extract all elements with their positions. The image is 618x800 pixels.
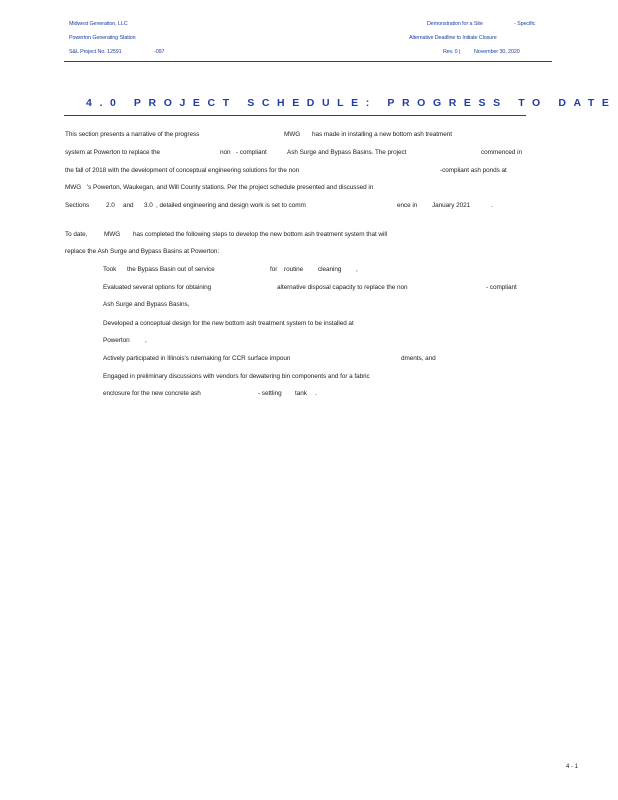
p1-line4-b: 's Powerton, Waukegan, and Will County stations. Per the project schedule presented and discussed in bbox=[87, 184, 374, 191]
p1-line2-c: - compliant bbox=[236, 149, 267, 156]
bullet2-a: Evaluated several options for obtaining bbox=[103, 284, 212, 291]
bullet4-a: Actively participated in Illinois's rulemaking for CCR surface impoun bbox=[103, 355, 291, 362]
header-project-no: S&L Project No. 12591 bbox=[69, 49, 122, 55]
header-doc-title-suffix: - Specific bbox=[514, 21, 536, 27]
bullet5-d: tank bbox=[295, 390, 307, 397]
header-company: Midwest Generation, LLC bbox=[69, 21, 128, 27]
p1-line5-c: and bbox=[123, 202, 134, 209]
p1-line2-e: commenced in bbox=[481, 149, 522, 156]
p1-line4-a: MWG bbox=[65, 184, 82, 191]
p1-line5-f: ence in bbox=[397, 202, 418, 209]
bullet1-e: cleaning bbox=[318, 266, 342, 273]
p2-line2: replace the Ash Surge and Bypass Basins at Powerton: bbox=[65, 248, 220, 255]
p1-line2-b: non bbox=[220, 149, 231, 156]
bullet2-b: alternative disposal capacity to replace the non bbox=[277, 284, 408, 291]
header-date: November 30, 2020 bbox=[474, 49, 520, 55]
section-title: 4.0 PROJECT SCHEDULE: PROGRESS TO DATE bbox=[86, 97, 617, 109]
bullet2-c: - compliant bbox=[486, 284, 517, 291]
bullet3-c: , bbox=[145, 337, 147, 344]
section-title-rule bbox=[64, 115, 526, 116]
p2-line1-a: To date, bbox=[65, 231, 88, 238]
p2-line1-c: has completed the following steps to develop the new bottom ash treatment system that will bbox=[133, 231, 388, 238]
header-station: Powerton Generating Station bbox=[69, 35, 136, 41]
p1-line5-b: 2.0 bbox=[106, 202, 115, 209]
bullet1-a: Took bbox=[103, 266, 117, 273]
bullet1-b: the Bypass Basin out of service bbox=[127, 266, 215, 273]
header-doc-subtitle: Alternative Deadline to Initiate Closure bbox=[409, 35, 497, 41]
bullet1-d: routine bbox=[284, 266, 304, 273]
bullet1-f: , bbox=[356, 266, 358, 273]
bullet1-c: for bbox=[270, 266, 278, 273]
p1-line5-d: 3.0 bbox=[144, 202, 153, 209]
header-revision: Rev. 0 | bbox=[443, 49, 461, 55]
p1-line5-e: , detailed engineering and design work is set to comm bbox=[156, 202, 306, 209]
p2-line1-b: MWG bbox=[104, 231, 121, 238]
bullet4-b: dments, and bbox=[401, 355, 436, 362]
p1-line5-h: . bbox=[491, 202, 493, 209]
bullet5-b: enclosure for the new concrete ash bbox=[103, 390, 201, 397]
bullet3-a: Developed a conceptual design for the new bottom ash treatment system to be installed at bbox=[103, 320, 354, 327]
p1-line1-b: MWG bbox=[284, 131, 301, 138]
p1-line3-b: -compliant ash ponds at bbox=[440, 167, 507, 174]
page-number: 4 - 1 bbox=[566, 764, 579, 770]
p1-line3-a: the fall of 2018 with the development of conceptual engineering solutions for the non bbox=[65, 167, 300, 174]
p1-line5-a: Sections bbox=[65, 202, 90, 209]
header-doc-title: Demonstration for a Site bbox=[427, 21, 483, 27]
p1-line1-c: has made in installing a new bottom ash treatment bbox=[312, 131, 452, 138]
bullet5-e: . bbox=[315, 390, 317, 397]
p1-line1-a: This section presents a narrative of the progress bbox=[65, 131, 200, 138]
header-project-suffix: -097 bbox=[154, 49, 165, 55]
p1-line5-g: January 2021 bbox=[432, 202, 471, 209]
bullet5-c: - settling bbox=[258, 390, 282, 397]
p1-line2-d: Ash Surge and Bypass Basins. The project bbox=[287, 149, 407, 156]
p1-line2-a: system at Powerton to replace the bbox=[65, 149, 160, 156]
bullet5-a: Engaged in preliminary discussions with vendors for dewatering bin components and for a fabric bbox=[103, 373, 370, 380]
bullet2-d: Ash Surge and Bypass Basins, bbox=[103, 301, 190, 308]
bullet3-b: Powerton bbox=[103, 337, 130, 344]
header-rule bbox=[64, 61, 552, 62]
